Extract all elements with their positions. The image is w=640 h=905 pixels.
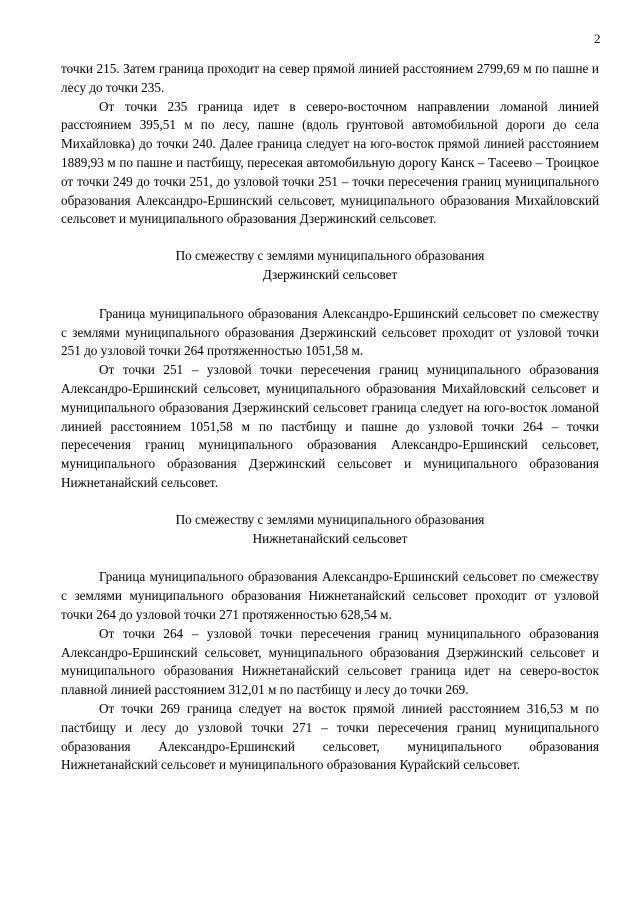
paragraph: От точки 264 – узловой точки пересечения границ муниципального образования Александро-Ершинский сельсовет, муниципального образования Дзержинский сельсовет и муниципального образования Нижнетанайский сельсовет граница идет на северо-восток плавной линией расстоянием 312,01 м по пастбищу и лесу до точки 269. xyxy=(61,625,599,698)
paragraph: Граница муниципального образования Александро-Ершинский сельсовет по смежеству с землями муниципального образования Дзержинский сельсовет проходит от узловой точки 251 до узловой точки 264 протяженностью 1051,58 м. xyxy=(61,305,599,359)
paragraph: Граница муниципального образования Александро-Ершинский сельсовет по смежеству с землями муниципального образования Нижнетанайский сельсовет проходит от узловой точки 264 до узловой точки 271 протяженностью 628,54 м. xyxy=(61,569,599,622)
paragraph: От точки 251 – узловой точки пересечения границ муниципального образования Александро-Ершинский сельсовет, муниципального образования Михайловский сельсовет и муниципального образования Дзержинский сельсовет граница следует на юго-восток ломаной линией расстоянием 1051,58 м по пастбищу и пашне до узловой точки 264 – точки пересечения границ муниципального образования Александро-Ершинский сельсовет, муниципального образования Дзержинский сельсовет и муниципального образования Нижнетанайский сельсовет. xyxy=(61,362,599,490)
section-heading-line: Дзержинский сельсовет xyxy=(262,266,398,282)
paragraph: От точки 269 граница следует на восток прямой линией расстоянием 316,53 м по пастбищу и лесу до узловой точки 271 – точки пересечения границ муниципального образования Александро-Ершинский сельсовет, муниципального образования Нижнетанайский сельсовет и муниципального образования Курайский сельсовет. xyxy=(61,700,599,773)
section-heading-line: По смежеству с землями муниципального образования xyxy=(175,248,485,264)
page-number: 2 xyxy=(594,31,601,46)
paragraph: точки 215. Затем граница проходит на север прямой линией расстоянием 2799,69 м по пашне и лесу до точки 235. xyxy=(61,61,599,95)
section-heading-line: По смежеству с землями муниципального образования xyxy=(175,511,485,527)
paragraph: От точки 235 граница идет в северо-восточном направлении ломаной линией расстоянием 395,51 м по лесу, пашне (вдоль грунтовой автомобильной дороги до села Михайловка) до точки 240. Далее граница следует на юго-восток прямой линией расстоянием 1889,93 м по пашне и пастбищу, пересекая автомобильную дорогу Канск – Тасеево – Троицкое от точки 249 до точки 251, до узловой точки 251 – точки пересечения границ муниципального образования Александро-Ершинский сельсовет, муниципального образования Михайловский сельсовет и муниципального образования Дзержинский сельсовет. xyxy=(61,98,599,227)
section-heading-line: Нижнетанайский сельсовет xyxy=(252,530,408,546)
document-body xyxy=(61,60,599,775)
